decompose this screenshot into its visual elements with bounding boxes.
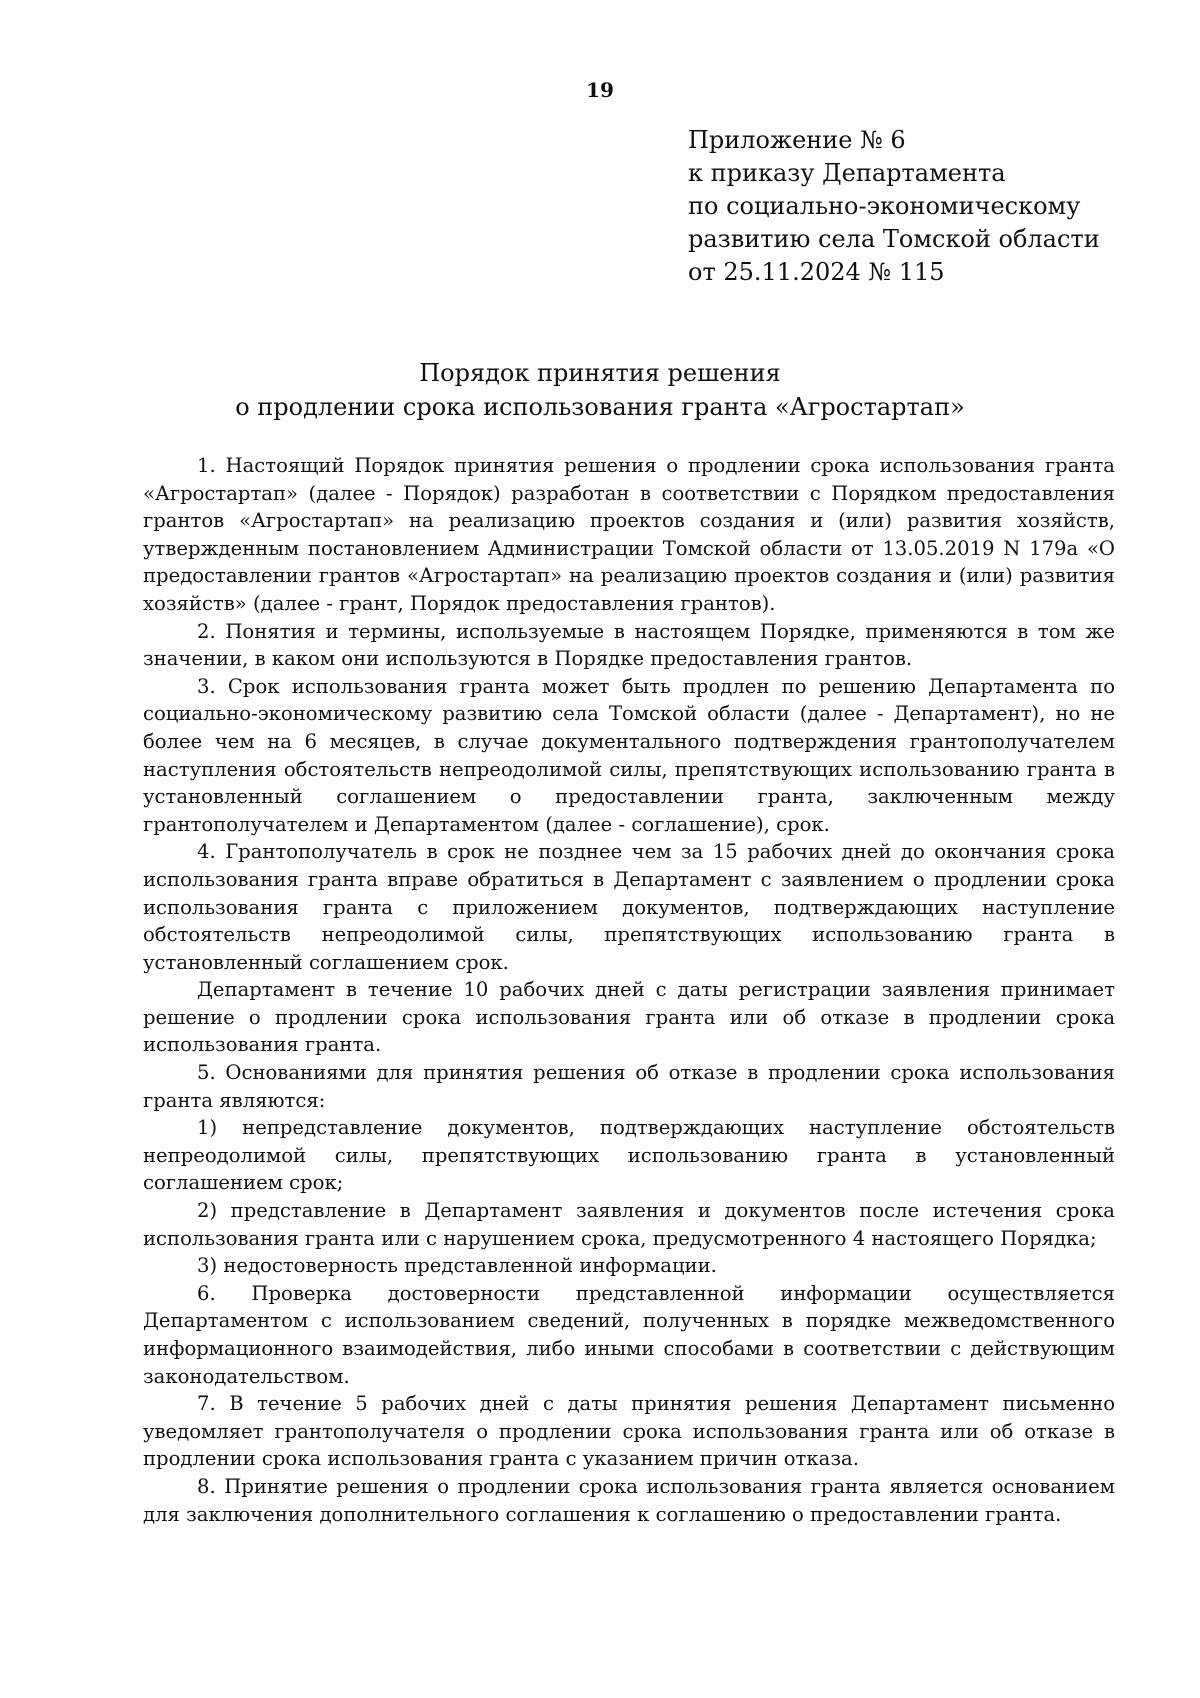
title-line: Порядок принятия решения — [419, 359, 781, 387]
paragraph: 8. Принятие решения о продлении срока использования гранта является основанием для заключения дополнительного соглашения к соглашению о предоставлении гранта. — [143, 1474, 1115, 1526]
paragraph: 6. Проверка достоверности представленной информации осуществляется Департаментом с использованием сведений, полученных в порядке межведомственного информационного взаимодействия, либо иными способами в соответствии с действующим законодательством. — [143, 1281, 1115, 1388]
paragraph: 5. Основаниями для принятия решения об отказе в продлении срока использования гранта являются: — [143, 1061, 1115, 1112]
paragraph: 1. Настоящий Порядок принятия решения о продлении срока использования гранта «Агростартап» (далее - Порядок) разработан в соответствии с Порядком предоставления грантов «Агростартап» на реализацию проектов создания и (или) развития хозяйств, утвержденным постановлением Администрации Томской области от 13.05.2019 N 179а «О предоставлении грантов «Агростартап» на реализацию проектов создания и (или) развития хозяйств» (далее - грант, Порядок предоставления грантов). — [143, 454, 1115, 615]
appendix-line: по социально-экономическому — [688, 192, 1081, 220]
paragraph: 7. В течение 5 рабочих дней с даты принятия решения Департамент письменно уведомляет грантополучателя о продлении срока использования гранта или об отказе в продлении срока использования гранта с указанием причин отказа. — [143, 1392, 1115, 1471]
title-line: о продлении срока использования гранта «Агростартап» — [235, 393, 965, 421]
paragraph: 4. Грантополучатель в срок не позднее чем за 15 рабочих дней до окончания срока использования гранта вправе обратиться в Департамент с заявлением о продлении срока использования гранта с приложением документов, подтверждающих наступление обстоятельств непреодолимой силы, препятствующих использованию гранта в установленный соглашением срок. — [143, 840, 1115, 974]
appendix-block — [688, 124, 1168, 289]
appendix-line: от 25.11.2024 № 115 — [688, 258, 945, 286]
paragraph: Департамент в течение 10 рабочих дней с даты регистрации заявления принимает решение о продлении срока использования гранта или об отказе в продлении срока использования гранта. — [143, 978, 1115, 1057]
list-item: 2) представление в Департамент заявления и документов после истечения срока использования гранта или с нарушением срока, предусмотренного 4 настоящего Порядка; — [143, 1199, 1115, 1250]
list-item: 3) недостоверность представленной информации. — [197, 1254, 717, 1278]
document-body — [143, 452, 1115, 1528]
list-item: 1) непредставление документов, подтверждающих наступление обстоятельств непреодолимой силы, препятствующих использованию гранта в установленный соглашением срок; — [143, 1116, 1115, 1195]
paragraph: 3. Срок использования гранта может быть продлен по решению Департамента по социально-экономическому развитию села Томской области (далее - Департамент), но не более чем на 6 месяцев, в случае документального подтверждения грантополучателем наступления обстоятельств непреодолимой силы, препятствующих использованию гранта в установленный соглашением о предоставлении гранта, заключенным между грантополучателем и Департаментом (далее - соглашение), срок. — [143, 674, 1115, 836]
document-title — [0, 356, 1200, 424]
appendix-line: развитию села Томской области — [688, 225, 1100, 253]
page-number: 19 — [586, 78, 614, 102]
paragraph: 2. Понятия и термины, используемые в настоящем Порядке, применяются в том же значении, в каком они используются в Порядке предоставления грантов. — [143, 619, 1115, 671]
appendix-line: к приказу Департамента — [688, 159, 1006, 187]
appendix-line: Приложение № 6 — [688, 126, 906, 154]
